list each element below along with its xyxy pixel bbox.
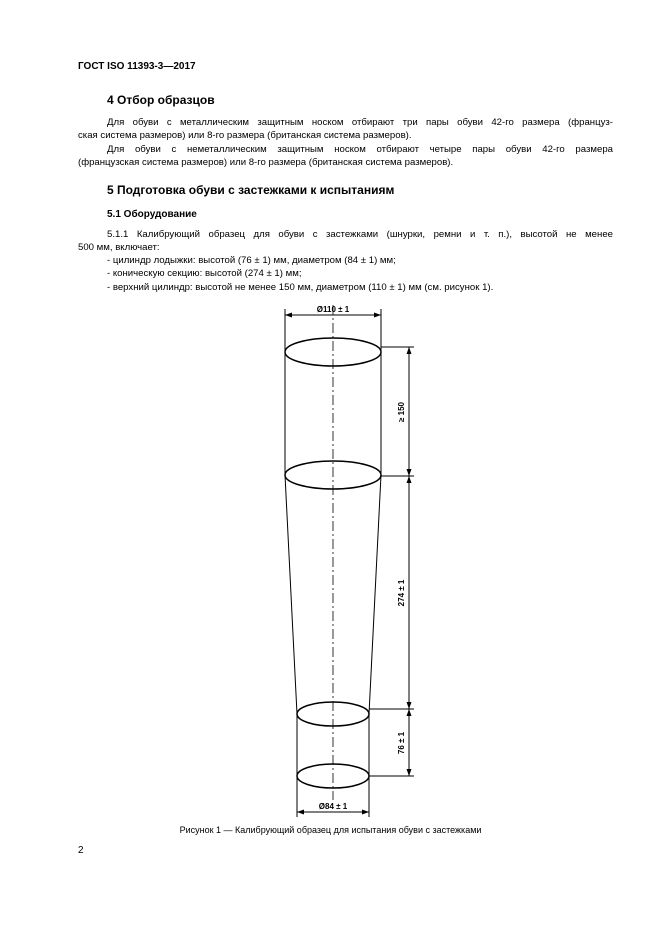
text-line: (французская система размеров) или 8-го размера (британская система размеров). [78,157,454,168]
text-line: Для обуви с неметаллическим защитным носком отбирают четыре пары обуви 42-го размера [107,144,613,155]
text-line: Для обуви с металлическим защитным носком отбирают три пары обуви 42-го размера (француз- [107,117,613,128]
figure-caption: Рисунок 1 — Калибрующий образец для испытания обуви с застежками [179,825,482,835]
cone-height-label: 274 ± 1 [397,579,406,607]
page-number: 2 [78,845,84,856]
arrow-icon [407,347,412,354]
arrow-icon [297,810,304,815]
cone-right-edge [369,475,381,714]
subsection-5-1-title: 5.1 Оборудование [107,209,197,220]
arrow-icon [374,313,381,318]
top-diameter-label: Ø110 ± 1 [316,305,350,314]
section-5-title: 5 Подготовка обуви с застежками к испытаниям [107,183,395,197]
arrow-icon [407,709,412,716]
arrow-icon [285,313,292,318]
bottom-diameter-label: Ø84 ± 1 [318,802,348,811]
text-line: 5.1.1 Калибрующий образец для обуви с застежками (шнурки, ремни и т. п.), высотой не менее [107,229,613,240]
arrow-icon [407,702,412,709]
section-4-title: 4 Отбор образцов [107,93,215,107]
list-item: - коническую секцию: высотой (274 ± 1) мм; [107,268,302,279]
arrow-icon [362,810,369,815]
lower-height-label: 76 ± 1 [397,731,406,755]
arrow-icon [407,769,412,776]
document-header: ГОСТ ISO 11393-3—2017 [78,61,196,72]
upper-height-label: ≥ 150 [397,402,406,422]
list-item: - цилиндр лодыжки: высотой (76 ± 1) мм, диаметром (84 ± 1) мм; [107,255,396,266]
text-line: ская система размеров) или 8-го размера (британская система размеров). [78,130,412,141]
text-line: 500 мм, включает: [78,242,160,253]
list-item: - верхний цилиндр: высотой не менее 150 мм, диаметром (110 ± 1) мм (см. рисунок 1). [107,282,494,293]
arrow-icon [407,469,412,476]
cone-left-edge [285,475,297,714]
arrow-icon [407,476,412,483]
